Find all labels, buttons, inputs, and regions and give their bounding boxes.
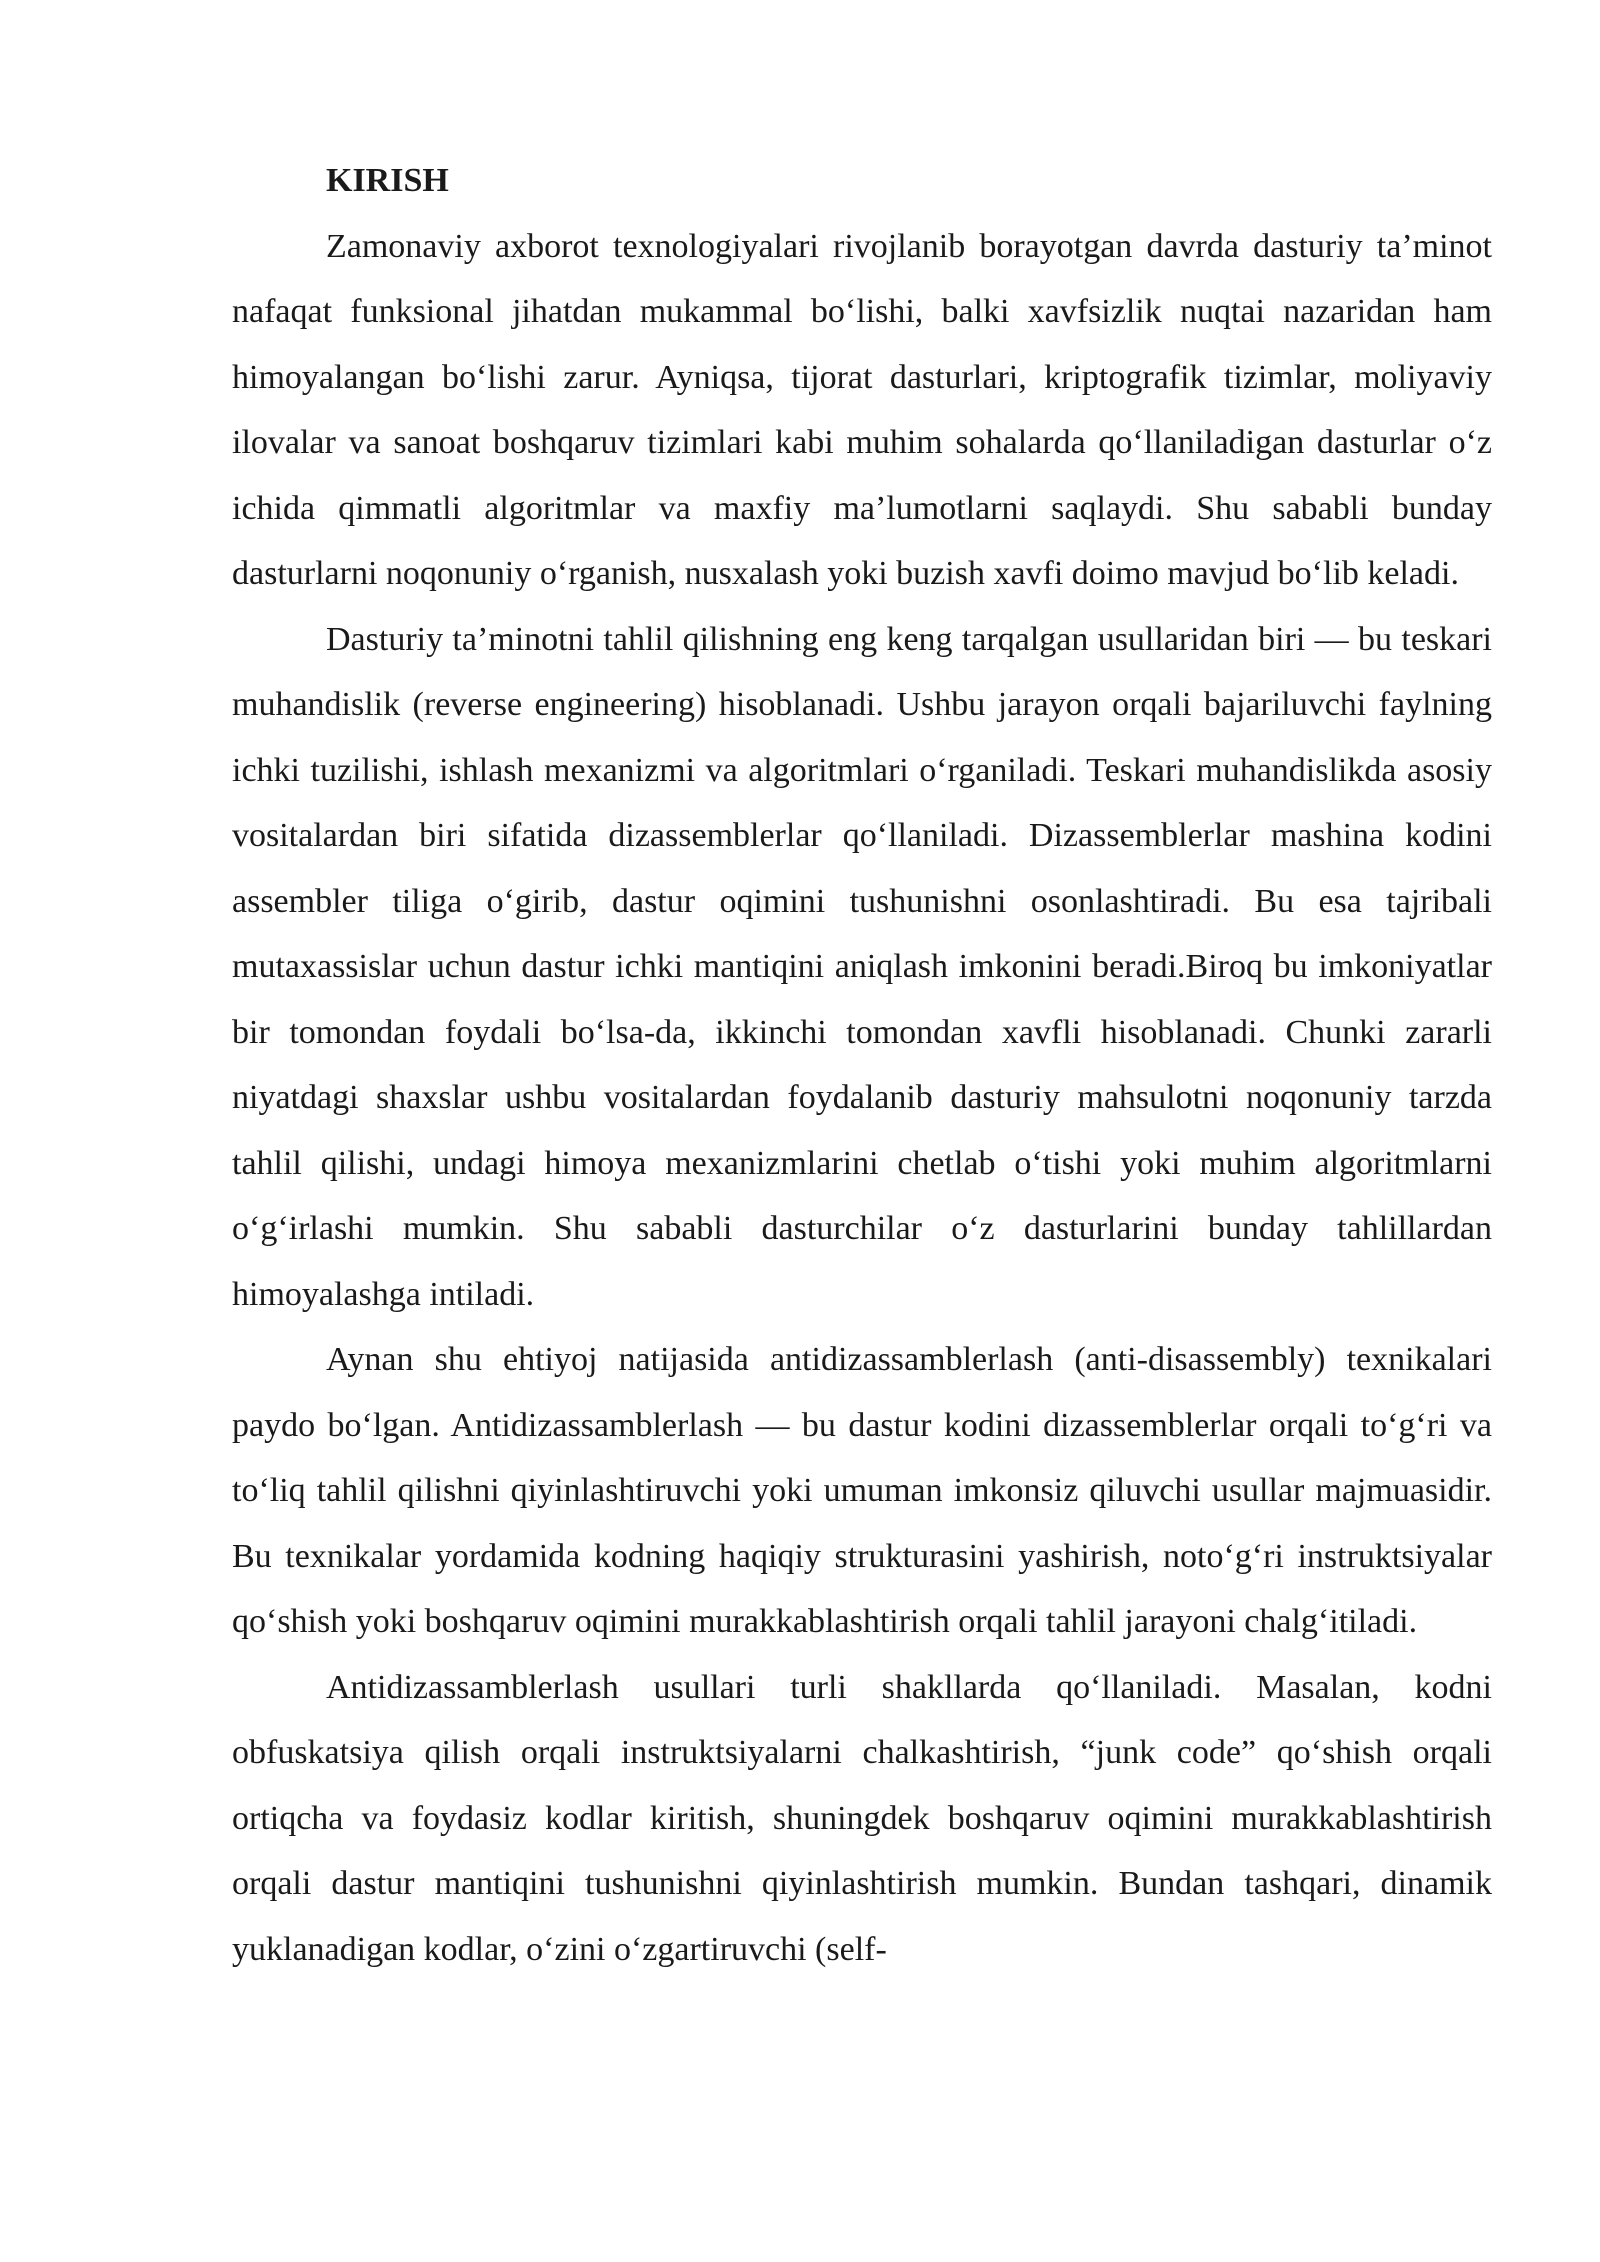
document-body: [232, 148, 1492, 1982]
paragraph-reverse-engineering: Dasturiy ta’minotni tahlil qilishning eng keng tarqalgan usullaridan biri — bu teskari muhandislik (reverse engineering) hisoblanadi. Ushbu jarayon orqali bajariluvchi faylning ichki tuzilishi, ishlash mexanizmi va algoritmlari o‘rganiladi. Teskari muhandislikda asosiy vositalardan biri sifatida dizassemblerlar qo‘llaniladi. Dizassemblerlar mashina kodini assembler tiliga o‘girib, dastur oqimini tushunishni osonlashtiradi. Bu esa tajribali mutaxassislar uchun dastur ichki mantiqini aniqlash imkonini beradi.Biroq bu imkoniyatlar bir tomondan foydali bo‘lsa-da, ikkinchi tomondan xavfli hisoblanadi. Chunki zararli niyatdagi shaxslar ushbu vositalardan foydalanib dasturiy mahsulotni noqonuniy tarzda tahlil qilishi, undagi himoya mexanizmlarini chetlab o‘tishi yoki muhim algoritmlarni o‘g‘irlashi mumkin. Shu sababli dasturchilar o‘z dasturlarini bunday tahlillardan himoyalashga intiladi.: [232, 620, 1492, 1313]
paragraph-intro: Zamonaviy axborot texnologiyalari rivojlanib borayotgan davrda dasturiy ta’minot nafaqat funksional jihatdan mukammal bo‘lishi, balki xavfsizlik nuqtai nazaridan ham himoyalangan bo‘lishi zarur. Ayniqsa, tijorat dasturlari, kriptografik tizimlar, moliyaviy ilovalar va sanoat boshqaruv tizimlari kabi muhim sohalarda qo‘llaniladigan dasturlar o‘z ichida qimmatli algoritmlar va maxfiy ma’lumotlarni saqlaydi. Shu sababli bunday dasturlarni noqonuniy o‘rganish, nusxalash yoki buzish xavfi doimo mavjud bo‘lib keladi.: [232, 227, 1492, 592]
section-heading: KIRISH: [326, 162, 449, 199]
paragraph-techniques: Antidizassamblerlash usullari turli shakllarda qo‘llaniladi. Masalan, kodni obfuskatsiya qilish orqali instruktsiyalarni chalkashtirish, “junk code” qo‘shish orqali ortiqcha va foydasiz kodlar kiritish, shuningdek boshqaruv oqimini murakkablashtirish orqali dastur mantiqini tushunishni qiyinlashtirish mumkin. Bundan tashqari, dinamik yuklanadigan kodlar, o‘zini o‘zgartiruvchi (self-: [232, 1668, 1492, 1968]
paragraph-anti-disassembly: Aynan shu ehtiyoj natijasida antidizassamblerlash (anti-disassembly) texnikalari paydo bo‘lgan. Antidizassamblerlash — bu dastur kodini dizassemblerlar orqali to‘g‘ri va to‘liq tahlil qilishni qiyinlashtiruvchi yoki umuman imkonsiz qiluvchi usullar majmuasidir. Bu texnikalar yordamida kodning haqiqiy strukturasini yashirish, noto‘g‘ri instruktsiyalar qo‘shish yoki boshqaruv oqimini murakkablashtirish orqali tahlil jarayoni chalg‘itiladi.: [232, 1341, 1492, 1640]
